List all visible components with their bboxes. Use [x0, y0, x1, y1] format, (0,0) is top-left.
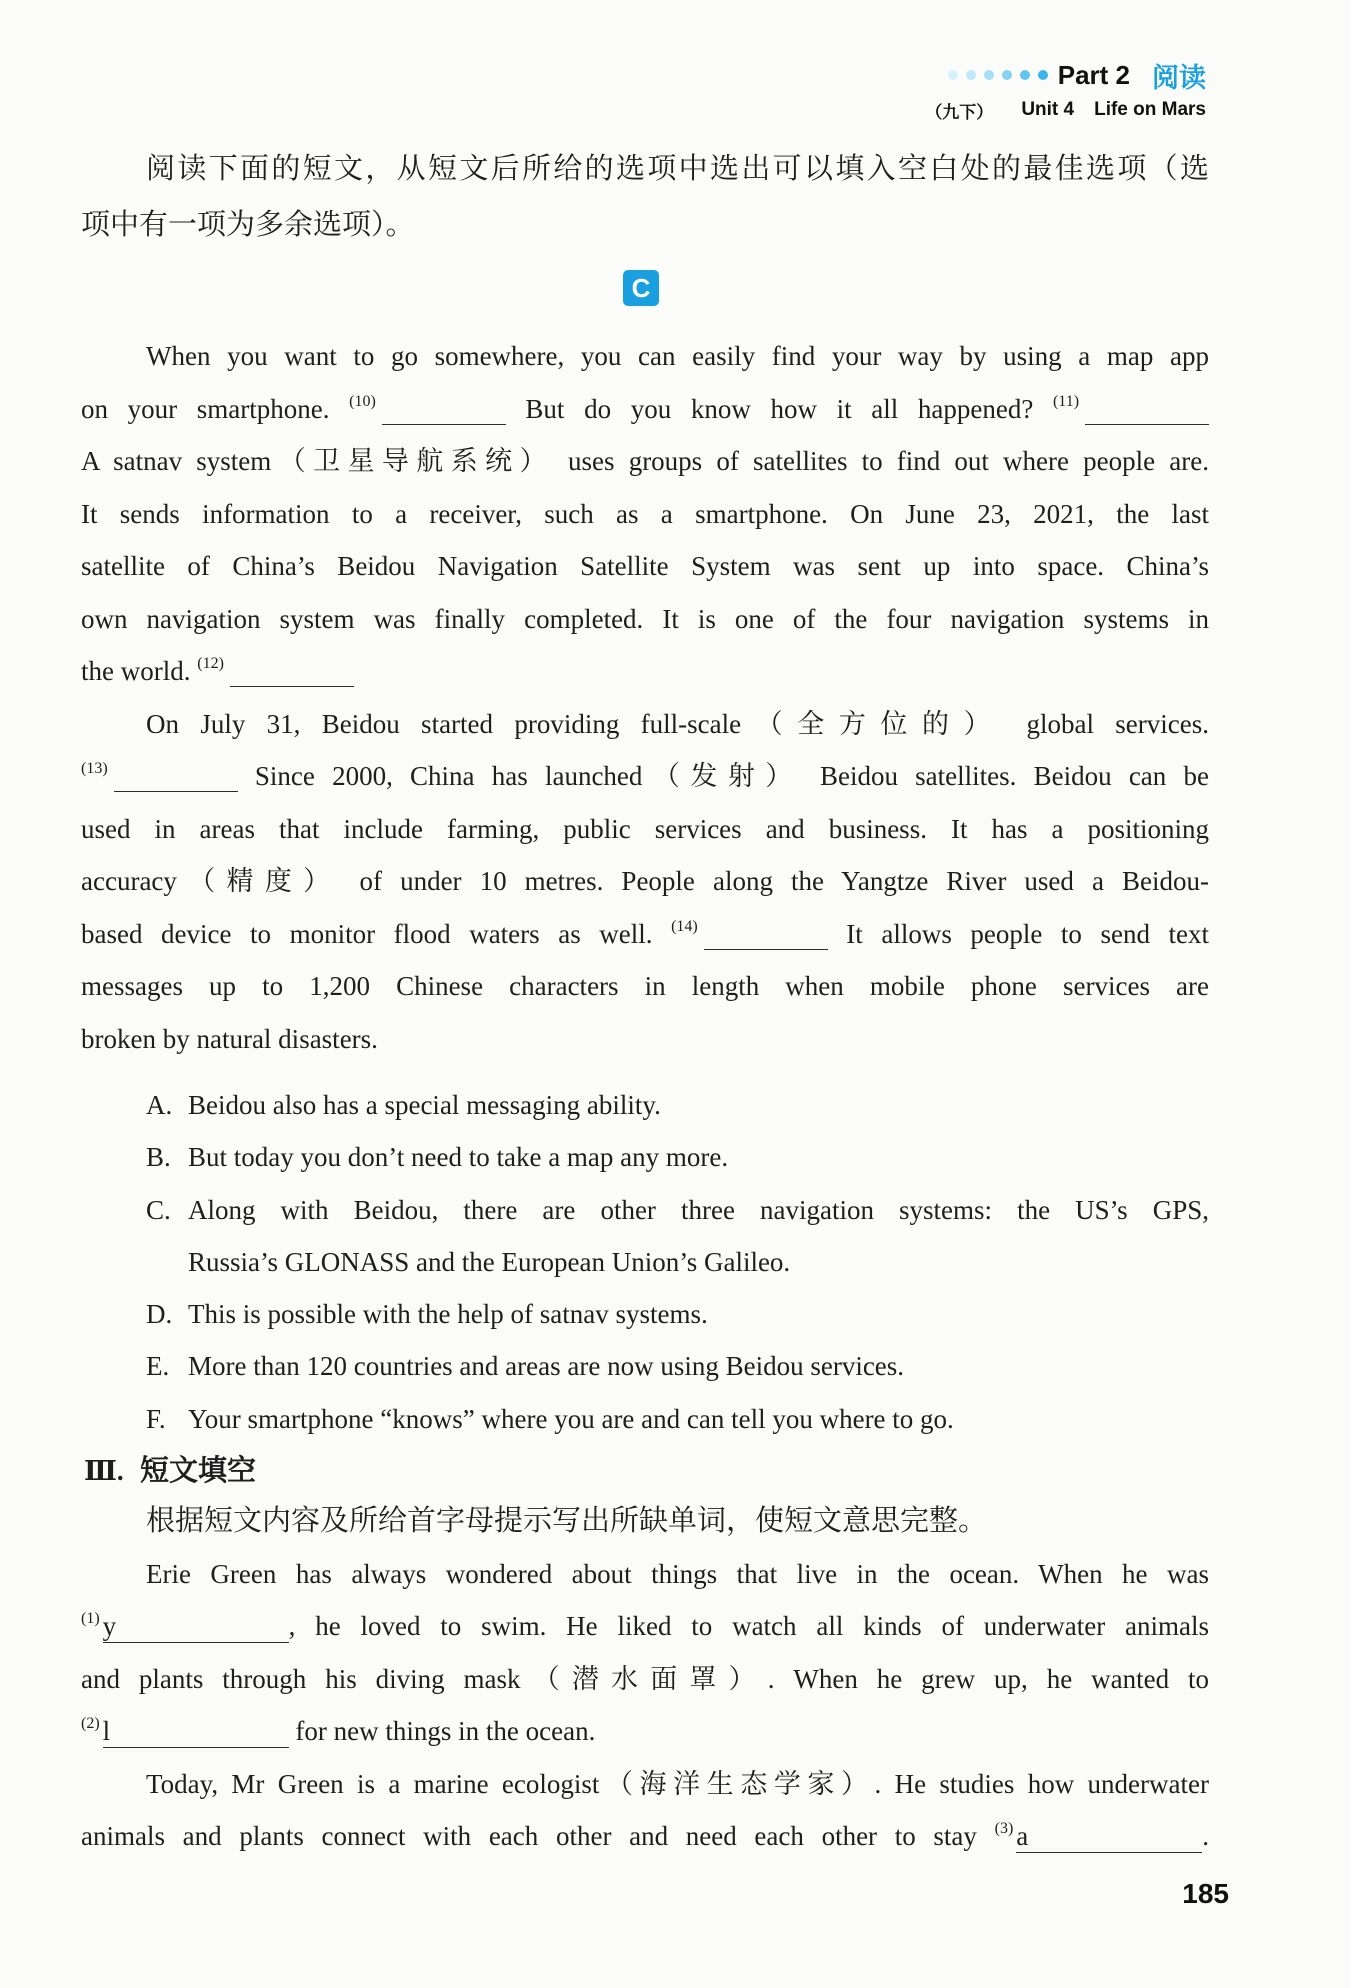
option-line: [146, 1340, 1209, 1392]
option-f: [146, 1393, 1209, 1445]
paragraph: [81, 1758, 1209, 1863]
answer-blank: [1085, 405, 1209, 425]
text-line: broken by natural disasters.: [81, 1023, 378, 1054]
blank-number: (13): [81, 760, 108, 777]
option-a: [146, 1079, 1209, 1131]
text-run: for new things in the ocean.: [295, 1716, 596, 1747]
option-text: This is possible with the help of satnav systems.: [188, 1299, 708, 1330]
grade-label: （九下）: [925, 102, 994, 122]
instruction-line: 项中有一项为多余选项）。: [81, 209, 415, 241]
reading-instruction: [81, 141, 1209, 253]
section-instruction: 根据短文内容及所给首字母提示写出所缺单词，使短文意思完整。: [146, 1505, 988, 1537]
cloze-passage: [81, 1548, 1209, 1862]
text-line: [81, 645, 1209, 698]
option-line: [146, 1236, 1209, 1288]
text-run: It allows people to send text: [846, 918, 1209, 949]
text-run: , he loved to swim. He liked to watch all kinds of underwater animals: [288, 1611, 1209, 1642]
answer-blank: [103, 1609, 289, 1643]
passage-c: [81, 330, 1209, 1065]
running-header: [948, 55, 1206, 95]
option-text: Along with Beidou, there are other three navigation systems: the US’s GPS,: [188, 1194, 1209, 1225]
text-run: Since 2000, China has launched（发射） Beidou satellites. Beidou can be: [254, 761, 1209, 791]
text-line: A satnav system（卫星导航系统） uses groups of satellites to find out where people are.: [81, 446, 1209, 476]
section-heading: [84, 1445, 256, 1497]
dot-icon: [984, 70, 994, 80]
text-run: on your smartphone.: [81, 393, 330, 424]
option-text: Russia’s GLONASS and the European Union’s Galileo.: [188, 1246, 791, 1277]
blank-number: (1): [81, 1610, 100, 1628]
answer-options: [146, 1079, 1209, 1445]
text-line: [81, 750, 1209, 803]
blank-number: (10): [349, 392, 376, 410]
dot-icon: [966, 70, 976, 80]
unit-header: [925, 97, 1206, 123]
option-label: A.: [146, 1090, 173, 1120]
blank-hint-letter: l: [102, 1716, 111, 1747]
answer-blank: [103, 1714, 289, 1748]
blank-number: (11): [1052, 392, 1080, 410]
option-label: B.: [146, 1142, 171, 1173]
option-line: [146, 1184, 1209, 1236]
text-line: [81, 1810, 1209, 1862]
text-line: When you want to go somewhere, you can easily find your way by using a map app: [146, 341, 1209, 371]
part-label: Part 2: [1057, 59, 1130, 90]
section-title: 短文填空: [140, 1455, 257, 1487]
option-label: F.: [146, 1403, 166, 1434]
text-run: the world.: [81, 656, 191, 686]
text-line: [81, 1600, 1209, 1652]
answer-blank: [704, 930, 828, 950]
header-dots: [948, 70, 1048, 80]
text-line: [81, 1705, 1209, 1757]
option-text: Beidou also has a special messaging ability.: [188, 1090, 661, 1120]
option-line: [146, 1288, 1209, 1340]
option-label: C.: [146, 1194, 171, 1225]
text-line: Today, Mr Green is a marine ecologist（海洋生态学家）. He studies how underwater: [146, 1768, 1209, 1799]
option-line: [146, 1079, 1209, 1131]
blank-number: (2): [81, 1715, 100, 1733]
text-line: and plants through his diving mask（潜水面罩）. When he grew up, he wanted to: [81, 1663, 1209, 1694]
blank-hint-letter: a: [1016, 1820, 1029, 1851]
option-text: But today you don’t need to take a map any more.: [188, 1142, 729, 1173]
text-run: But do you know how it all happened?: [525, 393, 1034, 424]
section-numeral: Ⅲ.: [84, 1456, 124, 1486]
passage-badge: C: [623, 270, 659, 306]
option-line: [146, 1393, 1209, 1445]
instruction-line: 阅读下面的短文，从短文后所给的选项中选出可以填入空白处的最佳选项（选: [146, 153, 1209, 185]
blank-number: (12): [197, 655, 224, 672]
dot-icon: [948, 70, 958, 80]
text-line: messages up to 1,200 Chinese characters in length when mobile phone services are: [81, 971, 1209, 1001]
option-b: [146, 1131, 1209, 1183]
blank-hint-letter: y: [102, 1611, 117, 1642]
paragraph: [81, 698, 1209, 1066]
text-line: It sends information to a receiver, such as a smartphone. On June 23, 2021, the last: [81, 498, 1209, 529]
option-e: [146, 1340, 1209, 1392]
answer-blank: [114, 772, 238, 792]
option-label: D.: [146, 1299, 173, 1330]
dot-icon: [1020, 70, 1030, 80]
text-run: .: [1202, 1820, 1209, 1851]
paragraph: [81, 330, 1209, 698]
section-label: 阅读: [1152, 62, 1206, 94]
dot-icon: [1038, 70, 1048, 80]
text-line: used in areas that include farming, public services and business. It has a positioning: [81, 813, 1209, 844]
option-c: [146, 1184, 1209, 1289]
text-run: based device to monitor flood waters as well.: [81, 918, 653, 949]
blank-number: (14): [671, 917, 698, 935]
option-text: More than 120 countries and areas are now using Beidou services.: [188, 1351, 905, 1382]
dot-icon: [1002, 70, 1012, 80]
text-line: Erie Green has always wondered about things that live in the ocean. When he was: [146, 1559, 1209, 1589]
blank-number: (3): [994, 1819, 1014, 1837]
option-line: [146, 1131, 1209, 1183]
page-number: 185: [1182, 1878, 1229, 1909]
text-line: [81, 383, 1209, 436]
text-line: accuracy（精度） of under 10 metres. People along the Yangtze River used a Beidou-: [81, 866, 1209, 896]
answer-blank: [382, 405, 506, 425]
unit-title: Life on Mars: [1094, 99, 1206, 120]
text-line: [81, 908, 1209, 961]
text-line: On July 31, Beidou started providing full-scale（全方位的） global services.: [146, 708, 1209, 739]
unit-label: Unit 4: [1021, 99, 1075, 120]
text-run: animals and plants connect with each other and need each other to stay: [81, 1820, 977, 1851]
answer-blank: [230, 667, 354, 687]
option-text: Your smartphone “knows” where you are and can tell you where to go.: [188, 1403, 954, 1434]
text-line: own navigation system was finally completed. It is one of the four navigation systems in: [81, 603, 1209, 634]
option-label: E.: [146, 1351, 170, 1382]
paragraph: [81, 1548, 1209, 1758]
answer-blank: [1016, 1819, 1202, 1853]
option-d: [146, 1288, 1209, 1340]
text-line: satellite of China’s Beidou Navigation Satellite System was sent up into space. China’s: [81, 551, 1209, 581]
